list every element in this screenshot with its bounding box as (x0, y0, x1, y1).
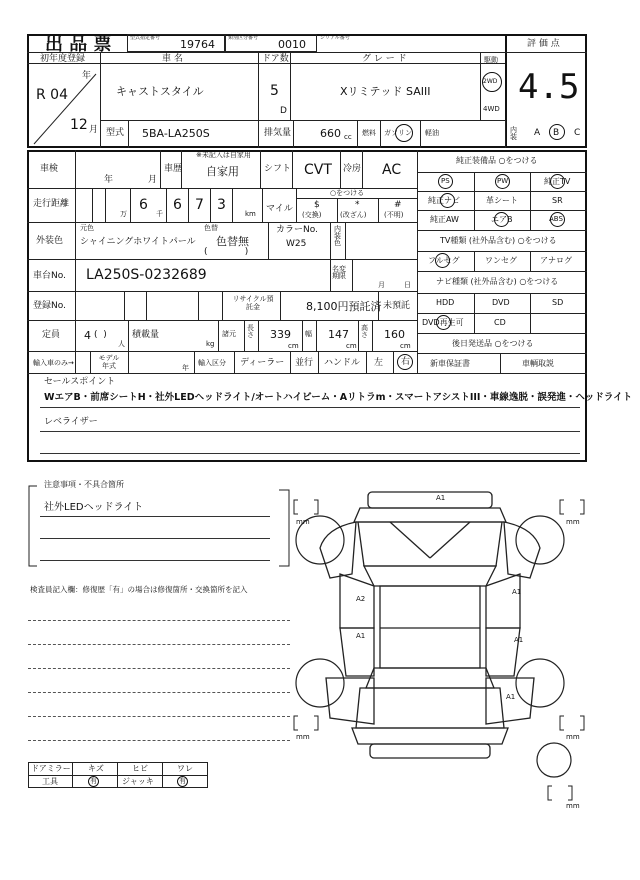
notes-bracket (27, 484, 292, 569)
length-value: 339 (270, 328, 291, 341)
interior-b: B (553, 128, 560, 138)
mark-right-rear-door: A1 (514, 636, 524, 644)
color-no-label: カラーNo. (276, 225, 318, 235)
drive-4wd: 4WD (483, 105, 500, 113)
tools-h2: キズ (88, 764, 104, 773)
later-warranty: 新車保証書 (430, 359, 470, 368)
parallel-label: 並行 (295, 358, 314, 368)
nav-cd: CD (494, 318, 506, 327)
width-label: 幅 (305, 330, 312, 338)
name-change-label: 名変期限 (332, 265, 346, 280)
year-unit: 年 (82, 71, 92, 81)
height-value: 160 (384, 328, 405, 341)
equip-leather: 革シート (486, 196, 518, 205)
class-label: 類別区分番号 (228, 35, 259, 41)
month-value: 12 (70, 117, 88, 133)
type-label: 型式 (106, 128, 125, 138)
load-unit: kg (206, 340, 215, 348)
displacement-label: 排気量 (264, 128, 292, 138)
tools-h3: ヒビ (132, 764, 148, 773)
capacity-paren: ( ) (94, 330, 107, 340)
form-title: 出 品 票 (45, 34, 112, 55)
exchange-dollar: $ (314, 200, 320, 210)
capacity-unit: 人 (118, 340, 125, 348)
length-cm: cm (288, 342, 299, 350)
interior-color-label: 内装色 (334, 225, 341, 247)
doors-label: ドア数 (262, 54, 289, 64)
equip-airbag: エアB (491, 215, 513, 224)
mile-label: マイル (266, 204, 293, 214)
exchange-label: (交換) (302, 211, 322, 219)
interior-label: 内装 (510, 126, 517, 141)
chassis-value: LA250S-0232689 (86, 267, 207, 283)
chassis-label: 車台No. (33, 271, 66, 281)
mark-right-front-door: A1 (512, 588, 522, 596)
nav-dvdplay: DVD再生可 (422, 318, 464, 327)
unknown-label: (不明) (384, 211, 404, 219)
car-name-label: 車 名 (162, 54, 183, 64)
mm-label-spare: mm (566, 802, 580, 810)
load-label: 積載量 (132, 330, 160, 340)
nav-hdd: HDD (436, 298, 455, 307)
tools-h4: ワレ (177, 764, 193, 773)
tamper-label: (改ざん) (340, 211, 367, 219)
mark-front: A1 (436, 494, 446, 502)
fuel-gas: ガソリン (384, 129, 412, 137)
capacity-value: 4 (84, 329, 91, 342)
mileage-d1: 6 (173, 197, 182, 213)
handle-label: ハンドル (324, 358, 361, 368)
mileage-d3: 3 (217, 197, 226, 213)
unknown-hash: # (394, 200, 402, 210)
score-value: 4.5 (518, 67, 580, 107)
equip-sr: SR (552, 196, 563, 205)
doors-value: 5 (270, 83, 279, 99)
mm-label-fr: mm (566, 518, 580, 526)
ac-value: AC (382, 162, 402, 178)
model-code-label: 型式指定番号 (130, 35, 161, 41)
repaint-label: 色替 (204, 224, 218, 232)
sales-label: セールスポイント (44, 377, 116, 387)
exchange-title: ○をつける (330, 189, 365, 197)
mark-right-rear-fender: A1 (506, 693, 516, 701)
model-year-label: モデル年式 (98, 354, 120, 371)
width-value: 147 (328, 328, 349, 341)
mm-label-rl: mm (296, 733, 310, 741)
color-label: 外装色 (36, 236, 64, 246)
height-cm: cm (400, 342, 411, 350)
later-title: 後日発送品 ○をつける (452, 339, 534, 348)
equip-nav: 純正ナビ (428, 196, 460, 205)
tools-r4: 有 (179, 777, 186, 785)
width-cm: cm (346, 342, 357, 350)
displacement-unit: cc (344, 133, 352, 141)
equip-ps: PS (441, 177, 450, 185)
orig-color-value: シャイニングホワイトパール (80, 237, 196, 247)
grade-label: グ レ ー ド (362, 54, 407, 64)
fuel-label: 燃料 (362, 129, 376, 137)
inspection-year-unit: 年 (104, 175, 114, 185)
model-year-unit: 年 (182, 364, 189, 372)
history-note: ※未記入は自家用 (196, 151, 251, 159)
first-reg-label: 初年度登録 (40, 54, 86, 64)
mm-label-rr: mm (566, 733, 580, 741)
mileage-man: 6 (139, 197, 148, 213)
tv-title: TV種類 (社外品含む) ○をつける (440, 236, 557, 245)
serial-label: シリアル番号 (320, 35, 350, 41)
handle-left: 左 (374, 358, 384, 368)
length-label: 長さ (247, 324, 254, 339)
name-change-month: 月 (378, 281, 385, 289)
orig-color-label: 元色 (80, 224, 94, 232)
recycle-label: リサイクル預託金 (232, 295, 274, 312)
ac-label: 冷房 (343, 164, 362, 174)
shift-label: シフト (264, 164, 292, 174)
name-change-day: 日 (404, 281, 411, 289)
inspection-label: 車検 (40, 164, 59, 174)
equip-abs: ABS (549, 215, 563, 223)
tools-r1: 工具 (42, 777, 58, 786)
date-slash (30, 68, 100, 148)
interior-a: A (534, 128, 541, 138)
tools-h1: ドアミラー (31, 764, 71, 773)
mileage-label: 走行距離 (33, 199, 70, 209)
class-value: 0010 (278, 38, 306, 51)
month-unit: 月 (89, 125, 99, 135)
nav-dvd: DVD (492, 298, 510, 307)
type-value: 5BA-LA250S (142, 127, 210, 140)
notes-line1: 社外LEDヘッドライト (44, 502, 144, 513)
mileage-sen-unit: 千 (156, 210, 163, 218)
mileage-d2: 7 (195, 197, 204, 213)
car-diagram (290, 478, 600, 808)
dealer-label: ディーラー (240, 358, 285, 368)
height-label: 高さ (361, 324, 368, 339)
history-label: 車歴 (164, 164, 183, 174)
import-type-label: 輸入区分 (198, 359, 226, 367)
tv-analog: アナログ (540, 256, 572, 265)
interior-c: C (574, 128, 581, 138)
nav-sd: SD (552, 298, 564, 307)
tools-r3: ジャッキ (122, 777, 154, 786)
equip-aw: 純正AW (430, 215, 459, 224)
era-value: R 04 (36, 87, 68, 103)
score-label: 評 価 点 (527, 39, 560, 49)
tv-fullseg: フルセグ (428, 256, 460, 265)
mileage-man-unit: 万 (120, 210, 127, 218)
repaint-value: 色替無 (216, 235, 249, 248)
history-value: 自家用 (206, 165, 239, 178)
car-name-value: キャストスタイル (116, 85, 204, 98)
notes-label: 注意事項・不具合箇所 (44, 480, 124, 489)
mark-left-rear-door: A1 (356, 632, 366, 640)
drive-label: 駆動 (484, 56, 498, 64)
model-code-value: 19764 (180, 38, 215, 51)
tv-oneseg: ワンセグ (485, 256, 517, 265)
fuel-diesel: 軽油 (425, 129, 439, 137)
equip-tv: 純正TV (544, 177, 571, 186)
sales-line2: レベライザー (44, 417, 98, 427)
tamper-star: * (355, 200, 360, 210)
mm-label-fl: mm (296, 518, 310, 526)
dims-label: 諸元 (222, 330, 236, 338)
import-label: 輸入車のみ→ (33, 359, 74, 367)
recycle-none: 未預託 (383, 301, 411, 311)
shift-value: CVT (304, 162, 332, 178)
door-suffix: D (280, 106, 287, 116)
repaint-paren: ( ) (204, 247, 249, 257)
displacement-value: 660 (320, 127, 341, 140)
equip-pw: PW (497, 177, 509, 185)
inspection-month-unit: 月 (148, 175, 158, 185)
equip-title: 純正装備品 ○をつける (456, 156, 538, 165)
reg-no-label: 登録No. (33, 301, 66, 311)
drive-2wd: 2WD (483, 78, 498, 85)
nav-title: ナビ種類 (社外品含む) ○をつける (436, 277, 559, 286)
capacity-label: 定員 (42, 330, 61, 340)
color-no-value: W25 (286, 239, 307, 249)
inspector-label: 検査員記入欄：修復歴「有」の場合は修復箇所・交換箇所を記入 (30, 585, 248, 594)
grade-value: Xリミテッド SAIII (340, 85, 431, 98)
km-unit: km (245, 210, 256, 218)
handle-right: 右 (401, 357, 411, 367)
mark-left-front-door: A2 (356, 595, 366, 603)
sales-line1: WエアB・前席シートH・社外LEDヘッドライト/オートハイビーム・Aリトラm・スマートアシストIII・車線逸脱・誤発進・ヘッドライト (44, 392, 633, 403)
later-manual: 車輌取説 (522, 359, 554, 368)
tools-r2: 有 (90, 777, 97, 785)
recycle-value: 8,100円預託済 (306, 300, 382, 313)
